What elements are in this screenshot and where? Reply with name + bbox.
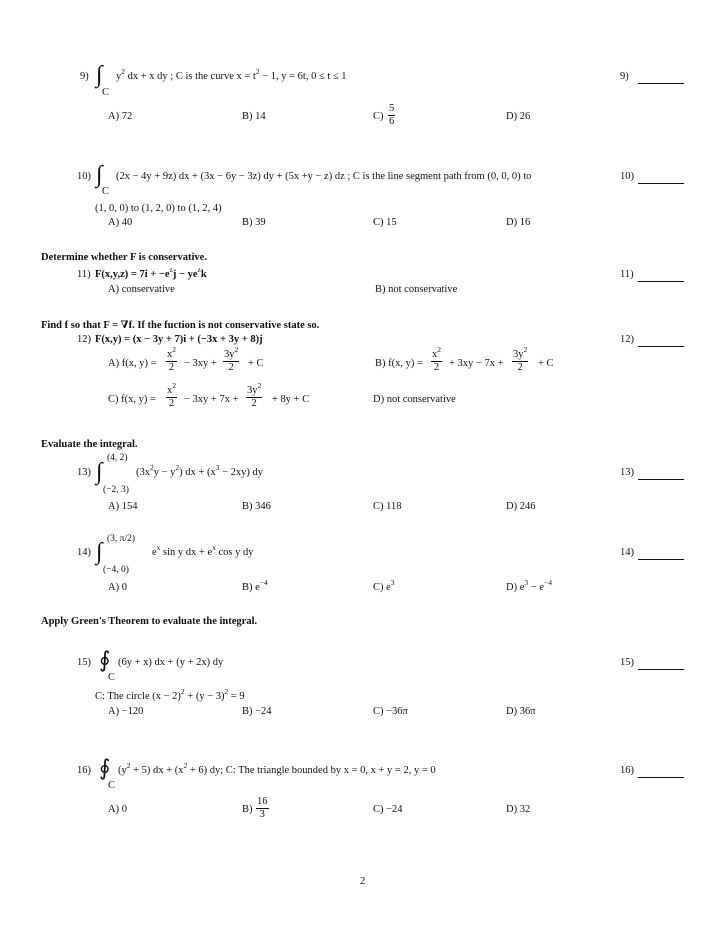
q10-number: 10): [77, 171, 91, 182]
q16-answer-label: 16): [620, 765, 634, 776]
section-heading-green: Apply Green's Theorem to evaluate the integral.: [41, 616, 258, 627]
q9-option-a[interactable]: A) 72: [108, 111, 133, 122]
q10-answer-blank[interactable]: [638, 183, 684, 184]
q10-integrand: (2x − 4y + 9z) dx + (3x − 6y − 3z) dy + (5x +y − z) dz ; C is the line segment path from (0, 0, 0) to: [116, 171, 532, 182]
q14-option-c[interactable]: C) $e^3$: [373, 578, 395, 593]
q16-option-b-fraction: $\frac{16}{3}$: [257, 796, 268, 820]
q15-number: 15): [77, 657, 91, 668]
q12-c-end: + 8y + C: [272, 394, 310, 405]
q15-option-a[interactable]: A) −120: [108, 706, 144, 717]
section-heading-potential: Find f so that F = ∇f. If the fuction is not conservative state so.: [41, 320, 320, 331]
section-heading-evaluate: Evaluate the integral.: [41, 439, 138, 450]
contour-integral-icon: ∮: [99, 647, 111, 672]
integral-sign-icon: ∫: [96, 62, 103, 88]
q14-integrand: $e^x$ sin y dx + $e^x$ cos y dy: [152, 543, 254, 558]
q13-lower-limit: (−2, 3): [103, 485, 129, 495]
q12-a-fraction-1: $\frac{x^2}{2}$: [167, 345, 176, 373]
q12-option-d[interactable]: D) not conservative: [373, 394, 456, 405]
page-number: 2: [360, 876, 366, 887]
q12-a-middle: − 3xy +: [184, 358, 217, 369]
q16-number: 16): [77, 765, 91, 776]
q13-number: 13): [77, 467, 91, 478]
integral-sign-icon: ∫: [96, 539, 103, 565]
q15-option-c[interactable]: C) −36π: [373, 706, 408, 717]
q10-option-a[interactable]: A) 40: [108, 217, 133, 228]
q12-c-middle: − 3xy + 7x +: [184, 394, 239, 405]
q10-answer-label: 10): [620, 171, 634, 182]
q11-option-b[interactable]: B) not conservative: [375, 284, 458, 295]
q11-vector-field: $F(x,y,z) = 7i + -e^zj - ye^zk$: [95, 265, 207, 280]
q12-option-a[interactable]: A) f(x, y) =: [108, 358, 157, 369]
q11-option-a[interactable]: A) conservative: [108, 284, 175, 295]
q16-option-b[interactable]: B): [242, 804, 253, 815]
q12-c-fraction-1: $\frac{x^2}{2}$: [167, 381, 176, 409]
q9-contour-label: C: [102, 87, 110, 98]
q13-integrand: $(3x^2y - y^2)$ dx + $(x^3 - 2xy)$ dy: [136, 463, 264, 478]
q12-b-middle: + 3xy − 7x +: [449, 358, 504, 369]
q11-answer-label: 11): [620, 269, 634, 280]
q14-answer-blank[interactable]: [638, 559, 684, 560]
integral-sign-icon: ∫: [96, 459, 103, 485]
q9-option-c-fraction: $\frac{5}{6}$: [389, 103, 395, 127]
q15-answer-blank[interactable]: [638, 669, 684, 670]
q13-option-c[interactable]: C) 118: [373, 501, 402, 512]
q13-answer-blank[interactable]: [638, 479, 684, 480]
contour-integral-icon: ∮: [99, 755, 111, 780]
q10-option-b[interactable]: B) 39: [242, 217, 266, 228]
q12-answer-label: 12): [620, 334, 634, 345]
integral-sign-icon: ∫: [96, 162, 103, 188]
q15-option-d[interactable]: D) 36π: [506, 706, 536, 717]
q9-integrand: $y^2$ dx + x dy ; C is the curve $x = t^2 - 1$, y = 6t, 0 ≤ t ≤ 1: [116, 67, 347, 82]
q13-option-d[interactable]: D) 246: [506, 501, 536, 512]
q12-c-fraction-2: $\frac{3y^2}{2}$: [247, 381, 262, 409]
q12-b-fraction-1: $\frac{x^2}{2}$: [432, 345, 441, 373]
q13-option-a[interactable]: A) 154: [108, 501, 138, 512]
q12-option-c[interactable]: C) f(x, y) =: [108, 394, 156, 405]
q12-vector-field: F(x,y) = (x − 3y + 7)i + (−3x + 3y + 8)j: [95, 334, 263, 345]
q9-number: 9): [80, 71, 89, 82]
q16-option-c[interactable]: C) −24: [373, 804, 403, 815]
q12-option-b[interactable]: B) f(x, y) =: [375, 358, 423, 369]
q14-number: 14): [77, 547, 91, 558]
q15-answer-label: 15): [620, 657, 634, 668]
q9-option-b[interactable]: B) 14: [242, 111, 266, 122]
q12-b-end: + C: [538, 358, 554, 369]
q9-option-c[interactable]: C): [373, 111, 384, 122]
q10-path-continued: (1, 0, 0) to (1, 2, 0) to (1, 2, 4): [95, 203, 222, 214]
q13-option-b[interactable]: B) 346: [242, 501, 271, 512]
q14-option-a[interactable]: A) 0: [108, 582, 127, 593]
q9-answer-label: 9): [620, 71, 629, 82]
q14-lower-limit: (−4, 0): [103, 565, 129, 575]
q16-integrand: $(y^2 + 5)$ dx + $(x^2 + 6)$ dy; C: The triangle bounded by x = 0, x + y = 2, y = 0: [118, 761, 436, 776]
q9-answer-blank[interactable]: [638, 83, 684, 84]
q14-answer-label: 14): [620, 547, 634, 558]
q16-contour-label: C: [108, 780, 116, 791]
q11-number: 11): [77, 269, 91, 280]
q14-option-b[interactable]: B) $e^{-4}$: [242, 578, 268, 593]
q16-option-d[interactable]: D) 32: [506, 804, 531, 815]
q16-option-a[interactable]: A) 0: [108, 804, 127, 815]
q15-option-b[interactable]: B) −24: [242, 706, 272, 717]
q15-contour-label: C: [108, 672, 116, 683]
q15-integrand: (6y + x) dx + (y + 2x) dy: [118, 657, 224, 668]
q15-curve-description: C: The circle $(x - 2)^2 + (y - 3)^2 = 9$: [95, 687, 245, 702]
q14-option-d[interactable]: D) $e^3 - e^{-4}$: [506, 578, 552, 593]
q10-option-c[interactable]: C) 15: [373, 217, 397, 228]
q13-upper-limit: (4, 2): [107, 453, 128, 463]
q13-answer-label: 13): [620, 467, 634, 478]
q16-answer-blank[interactable]: [638, 777, 684, 778]
q10-contour-label: C: [102, 186, 110, 197]
q12-a-end: + C: [248, 358, 264, 369]
q12-answer-blank[interactable]: [638, 346, 684, 347]
q9-option-d[interactable]: D) 26: [506, 111, 531, 122]
q12-a-fraction-2: $\frac{3y^2}{2}$: [224, 345, 239, 373]
section-heading-conservative: Determine whether F is conservative.: [41, 252, 207, 263]
q14-upper-limit: (3, π/2): [107, 534, 136, 544]
q12-b-fraction-2: $\frac{3y^2}{2}$: [513, 345, 528, 373]
q10-option-d[interactable]: D) 16: [506, 217, 531, 228]
q11-answer-blank[interactable]: [638, 281, 684, 282]
q12-number: 12): [77, 334, 91, 345]
